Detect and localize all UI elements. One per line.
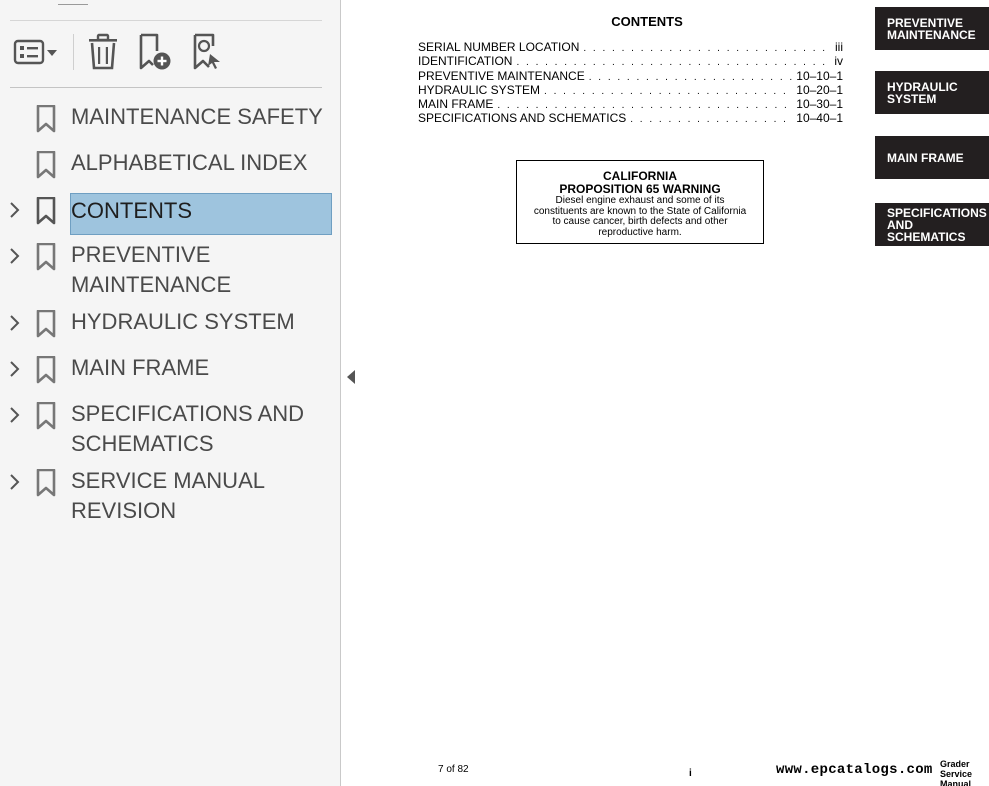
toc-entry-page: 10–10–1 [796, 68, 843, 83]
toc-leader-dots [589, 72, 793, 84]
tab-main-frame[interactable]: MAIN FRAME [875, 136, 989, 179]
chevron-right-icon[interactable] [8, 201, 22, 219]
collapse-panel-button[interactable] [345, 369, 357, 385]
bookmark-icon [36, 151, 56, 179]
toc-entry-title: SPECIFICATIONS AND SCHEMATICS [418, 111, 627, 126]
toc-leader-dots [583, 43, 831, 55]
bookmark-service-manual-revision[interactable] [0, 466, 341, 526]
trash-icon [86, 32, 120, 72]
tab-hydraulic-system[interactable]: HYDRAULIC SYSTEM [875, 71, 989, 114]
bookmark-label: CONTENTS [71, 198, 192, 223]
bookmark-main-frame[interactable] [0, 353, 341, 385]
bookmarks-panel [0, 0, 341, 786]
toc-entry[interactable] [418, 70, 843, 84]
bookmark-icon [36, 310, 56, 338]
footer-brand: Grader Service Manual [940, 759, 973, 786]
watermark-text: www.epcatalogs.com [776, 762, 933, 778]
new-bookmark-button[interactable] [136, 32, 174, 72]
toc-leader-dots [544, 86, 792, 98]
toc-entry-page: 10–20–1 [796, 82, 843, 97]
chevron-right-icon[interactable] [8, 406, 22, 424]
page-title: CONTENTS [611, 14, 683, 29]
warning-title-line: CALIFORNIA [603, 169, 677, 183]
find-bookmark-button[interactable] [190, 32, 228, 72]
bookmark-icon [36, 469, 56, 497]
bookmark-icon [36, 105, 56, 133]
bookmark-icon [36, 402, 56, 430]
bookmark-options-button[interactable] [13, 32, 59, 72]
delete-bookmark-button[interactable] [86, 32, 120, 72]
bookmark-icon [36, 197, 56, 225]
bookmark-alphabetical-index[interactable] [0, 148, 341, 180]
page-number: i [689, 768, 692, 779]
bookmark-icon [36, 243, 56, 271]
bookmark-hydraulic-system[interactable] [0, 307, 341, 339]
bookmark-icon [36, 356, 56, 384]
toc-leader-dots [630, 114, 792, 126]
chevron-right-icon[interactable] [8, 314, 22, 332]
toc-entry[interactable] [418, 112, 843, 126]
toc-entry[interactable] [418, 98, 843, 112]
bookmark-maintenance-safety[interactable] [0, 102, 341, 134]
toc-entry-page: 10–40–1 [796, 111, 843, 126]
bookmark-preventive-maintenance[interactable] [0, 240, 341, 300]
toc-entry-title: PREVENTIVE MAINTENANCE [418, 68, 585, 83]
bookmark-label: HYDRAULIC SYSTEM [71, 309, 295, 334]
bookmark-label: SERVICE MANUAL REVISION [71, 468, 265, 523]
toc-entry-title: HYDRAULIC SYSTEM [418, 82, 541, 97]
warning-title [517, 170, 763, 195]
toolbar-divider [10, 87, 322, 88]
warning-body: Diesel engine exhaust and some of its constituents are known to the State of California to cause cancer, birth defects and other reproductive harm. [533, 195, 747, 238]
document-page [362, 0, 989, 786]
toc-entry[interactable] [418, 41, 843, 55]
bookmark-search-icon [190, 32, 228, 72]
toc-entry[interactable] [418, 55, 843, 69]
bookmark-contents[interactable] [0, 194, 341, 234]
toc-entry-page: iii [835, 40, 843, 54]
chevron-right-icon[interactable] [8, 473, 22, 491]
warning-title-line: PROPOSITION 65 WARNING [559, 181, 721, 196]
toc-entry-page: 10–30–1 [796, 97, 843, 112]
bookmark-specifications-and-schematics[interactable] [0, 399, 341, 459]
panel-divider [10, 20, 322, 21]
toc-entry-title: MAIN FRAME [418, 97, 494, 112]
toc-leader-dots [516, 57, 830, 69]
toc-entry[interactable] [418, 84, 843, 98]
panel-top-edge [58, 0, 88, 5]
bookmark-add-icon [136, 32, 174, 72]
toc-entry-title: IDENTIFICATION [418, 54, 513, 69]
bookmark-label: MAINTENANCE SAFETY [71, 104, 323, 129]
prop65-warning-box [516, 160, 764, 244]
table-of-contents [418, 41, 843, 127]
chevron-left-icon [345, 372, 357, 389]
bookmark-label: SPECIFICATIONS AND SCHEMATICS [71, 401, 305, 456]
chevron-right-icon[interactable] [8, 247, 22, 265]
list-options-icon [13, 32, 59, 72]
toc-entry-title: SERIAL NUMBER LOCATION [418, 40, 580, 54]
toolbar-separator [73, 34, 74, 70]
page-indicator: 7 of 82 [438, 764, 469, 775]
bookmark-label: ALPHABETICAL INDEX [71, 150, 308, 175]
bookmark-label: PREVENTIVE MAINTENANCE [71, 242, 232, 297]
tab-preventive-maintenance[interactable]: PREVENTIVE MAINTENANCE [875, 7, 989, 50]
toc-entry-page: iv [834, 54, 843, 69]
bookmark-label: MAIN FRAME [71, 355, 210, 380]
chevron-right-icon[interactable] [8, 360, 22, 378]
tab-specifications-and-schematics[interactable]: SPECIFICATIONS AND SCHEMATICS [875, 203, 989, 246]
